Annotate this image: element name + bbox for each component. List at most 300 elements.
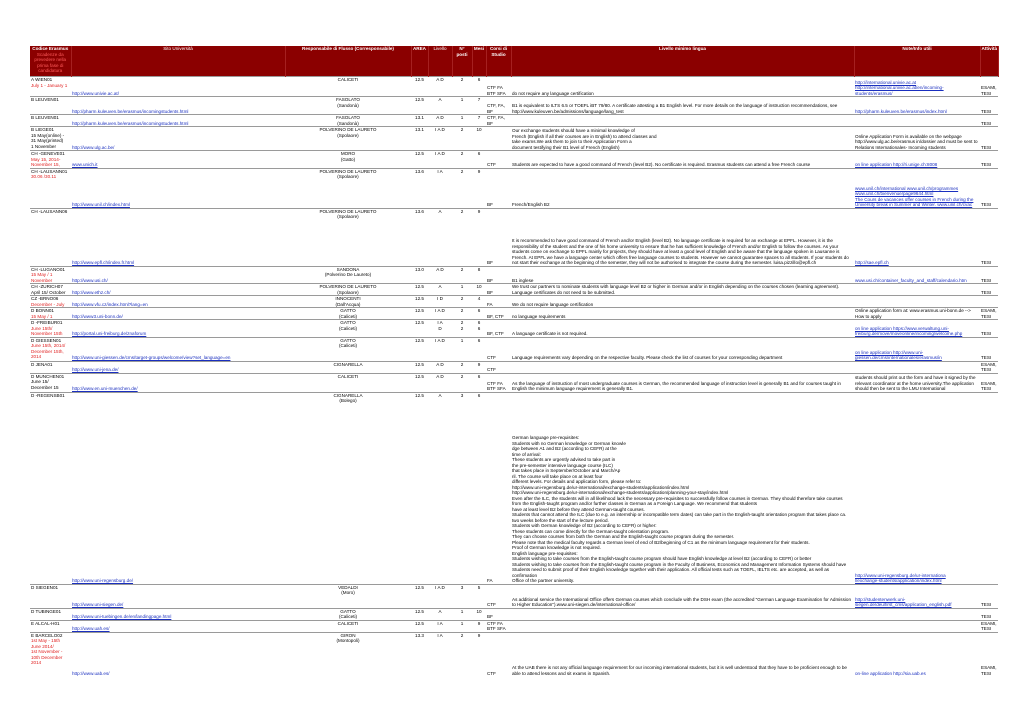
cell-livello: I A xyxy=(428,620,452,632)
cell-note xyxy=(854,620,980,632)
cell-attivita: TESI xyxy=(980,608,998,620)
cell-area: 12.5 xyxy=(411,284,428,296)
cell-codice xyxy=(30,151,71,169)
cell-area: 12.5 xyxy=(411,97,428,115)
codice-text: D SIEGEN01 xyxy=(31,584,59,590)
cell-responsabile: POLVERINO DE LAURETO (Spolaore) xyxy=(285,208,411,266)
cell-sito xyxy=(71,151,285,169)
note-text[interactable]: http://studentenwerk.uni-siegen.de/deu/first_cms/application_english.pdf xyxy=(855,596,952,607)
university-link[interactable]: http://www.uni-tuebingen.de/en/landingpage.html xyxy=(72,614,172,619)
cell-livello: A D xyxy=(428,77,452,97)
cell-lingua: Students are expected to have a good command of French (level B2). No certificate is required. Erasmus students can attend a free French course xyxy=(511,151,854,169)
cell-mesi: 9 xyxy=(472,168,486,208)
cell-responsabile: INNOCENTI (Dall'Acqua) xyxy=(285,296,411,308)
cell-posti: 2 xyxy=(452,266,472,284)
cell-area: 12.5 xyxy=(411,308,428,320)
cell-posti: 2 xyxy=(452,168,472,208)
codice-deadline: July 1 - January 1 xyxy=(31,82,68,88)
cell-codice xyxy=(30,266,71,284)
table-row xyxy=(30,77,998,97)
cell-mesi: 9 xyxy=(472,632,486,676)
cell-mesi: 9 xyxy=(472,208,486,266)
cell-sito xyxy=(71,392,285,584)
university-link[interactable]: http://portal.uni-freiburg.de/znaforum xyxy=(72,331,147,336)
cell-attivita: TESI xyxy=(980,127,998,151)
cell-responsabile: POLVERINO DE LAURETO (Spolaore) xyxy=(285,284,411,296)
university-link[interactable]: http://www.epfl.ch/index.fr.html xyxy=(72,260,135,265)
cell-responsabile: MORO (Gatto) xyxy=(285,151,411,169)
cell-sito xyxy=(71,584,285,608)
cell-lingua xyxy=(511,620,854,632)
erasmus-table xyxy=(30,46,999,676)
cell-area: 12.5 xyxy=(411,151,428,169)
erasmus-spreadsheet xyxy=(30,46,998,676)
cell-livello: I A D xyxy=(428,584,452,608)
cell-mesi: 6 xyxy=(472,151,486,169)
cell-codice xyxy=(30,392,71,584)
cell-attivita: TESI xyxy=(980,266,998,284)
cell-note xyxy=(854,308,980,320)
cell-codice xyxy=(30,97,71,115)
cell-attivita: TESI xyxy=(980,168,998,208)
cell-sito xyxy=(71,266,285,284)
cell-note xyxy=(854,284,980,296)
university-link[interactable]: http://pharm.kuleuven.be/erasmus/incomingstudents.html xyxy=(72,108,189,114)
note-text[interactable]: www.usi.ch/container_faculty_and_staff/calendario.htm xyxy=(855,277,967,283)
cell-area: 12.5 xyxy=(411,584,428,608)
codice-text: E BARCELO02 xyxy=(31,632,63,638)
university-link[interactable]: http://www.uab.es/ xyxy=(72,670,110,676)
cell-note xyxy=(854,373,980,392)
cell-corsi: CTF FA BTF SFA xyxy=(486,373,511,392)
cell-corsi: CTF xyxy=(486,584,511,608)
note-text[interactable]: http://pharm.kuleuven.be/erasmus/index.html xyxy=(855,108,947,114)
cell-sito xyxy=(71,308,285,320)
note-text[interactable]: on line application https://www.verwaltung.uni-freiburg.de/move/moveonline/incoming/welcome.php xyxy=(855,325,963,336)
codice-text: D MUNCHEN01 June 15/ December 15 xyxy=(31,373,65,390)
codice-text: D -REGENSB01 xyxy=(31,392,65,398)
cell-sito xyxy=(71,608,285,620)
university-link[interactable]: http://www.vfu.cz/index.html?lang=en xyxy=(72,301,148,307)
cell-posti: 2 xyxy=(452,208,472,266)
col-note: Note/Info utili xyxy=(854,46,980,77)
cell-mesi: 10 xyxy=(472,608,486,620)
cell-area: 12.5 xyxy=(411,392,428,584)
cell-livello: A xyxy=(428,392,452,584)
cell-mesi: 8 xyxy=(472,266,486,284)
cell-posti: 1 xyxy=(452,97,472,115)
cell-mesi: 9 xyxy=(472,620,486,632)
cell-codice xyxy=(30,168,71,208)
cell-note xyxy=(854,77,980,97)
cell-area: 13.3 xyxy=(411,632,428,676)
cell-attivita: TESI xyxy=(980,151,998,169)
cell-area: 12.5 xyxy=(411,608,428,620)
cell-lingua: B1 inglese xyxy=(511,266,854,284)
cell-sito xyxy=(71,361,285,373)
cell-sito xyxy=(71,77,285,97)
cell-corsi: BF xyxy=(486,208,511,266)
cell-note xyxy=(854,208,980,266)
table-row xyxy=(30,266,998,284)
cell-corsi: CTF, FA, BF xyxy=(486,115,511,127)
cell-note xyxy=(854,584,980,608)
cell-corsi: CTF FA BTF SFA xyxy=(486,620,511,632)
cell-livello: A D xyxy=(428,361,452,373)
cell-mesi: 7 xyxy=(472,97,486,115)
col-mesi: Mesi xyxy=(472,46,486,77)
col-area: AREA xyxy=(411,46,428,77)
cell-corsi: CTF xyxy=(486,632,511,676)
cell-responsabile: CALICETI xyxy=(285,620,411,632)
codice-text: CH -LAUSANN01 xyxy=(31,168,68,174)
codice-deadline: May 15, 2014- November 15, xyxy=(31,156,61,167)
cell-posti: 2 xyxy=(452,127,472,151)
cell-livello: A D xyxy=(428,266,452,284)
cell-sito xyxy=(71,208,285,266)
col-attivita: Attività xyxy=(980,46,998,77)
cell-lingua: At the UAB there is not any official language requirement for our incoming international students, but it is well understood that they have to be proficient enough to be able to attend lessons and sit exams in Spanish. xyxy=(511,632,854,676)
table-row xyxy=(30,151,998,169)
cell-corsi: BF xyxy=(486,608,511,620)
cell-codice xyxy=(30,320,71,338)
cell-corsi: CTF xyxy=(486,337,511,361)
university-link[interactable]: http://www.uni-regensburg.de/ xyxy=(72,578,134,583)
codice-text: D JENA01 xyxy=(31,361,53,367)
cell-sito xyxy=(71,620,285,632)
cell-note xyxy=(854,168,980,208)
cell-codice xyxy=(30,284,71,296)
cell-attivita: ESAMI, TESI xyxy=(981,620,997,631)
col-codice-label: Codice Erasmus xyxy=(32,46,69,51)
cell-livello: I A D xyxy=(428,127,452,151)
cell-note xyxy=(854,296,980,308)
cell-attivita: ESAMI, TESI xyxy=(980,632,998,676)
cell-note xyxy=(854,361,980,373)
cell-posti: 2 xyxy=(452,632,472,676)
cell-lingua: It is recommended to have good command of French and/or English (level B2). No language certificate is required for an exchange at EPFL. However, it is the responsibility of the student and the one of his home university to ensure that he has sufficient knowledge of French and/or English to follow the courses. As your students come on exchange to EPFL mainly for projects, they should have at least a good level of English and be aware that the language spoken in Lausanne is French. At EPFL we have a language center which offers free language courses to students. However we cannot guarantee spaces to all students. If your students do not start their exchange at the beginning of the semester, they will not be authorised to integrate the course during the semester. luisa.pizzillo@epfl.ch xyxy=(511,208,854,266)
note-text[interactable]: www.unil.ch/international www.unil.ch/programmes www.unil.ch/bienvenue/page9644.html The Cours de vacances offer courses in French during the University break in Summer and Winter. www.unil.ch/cvac xyxy=(855,185,974,207)
cell-area: 12.5 xyxy=(411,361,428,373)
table-row xyxy=(30,284,998,296)
cell-codice xyxy=(30,608,71,620)
cell-lingua: Language requirements vary depending on the respective faculty. Please check the list of courses for your corresponding department xyxy=(511,337,854,361)
codice-text: D BONN01 xyxy=(31,308,54,313)
cell-corsi: FA xyxy=(486,392,511,584)
cell-area: 13.0 xyxy=(411,266,428,284)
cell-note xyxy=(854,151,980,169)
note-text[interactable]: http://www.uni-regensburg.de/ur-internationa l/exchange-students/application/index.html xyxy=(855,572,946,583)
codice-text: B LIEGE01 15 May(online) - 31 May(printed) 1 November xyxy=(31,127,65,149)
cell-codice xyxy=(30,620,71,632)
cell-attivita xyxy=(980,296,998,308)
cell-area: 12.5 xyxy=(411,620,428,632)
cell-attivita: TESI xyxy=(980,115,998,127)
codice-text: CH -LUGANO01 xyxy=(31,266,65,272)
col-livello: Livello xyxy=(428,46,452,77)
cell-sito xyxy=(71,127,285,151)
cell-mesi: 6 xyxy=(472,373,486,392)
cell-lingua: We trust our partners to nominate students with language level B2 or higher in German and/or in English depending on the courses chosen (learning agreement). Language certificates do not need to be submitted. xyxy=(511,284,854,296)
university-link[interactable]: http://www.unil.ch/index.html xyxy=(72,202,130,207)
cell-sito xyxy=(71,296,285,308)
cell-livello: I A D xyxy=(428,308,452,320)
codice-deadline: June 15th, 2014/ December 15th, 2014 xyxy=(31,343,66,359)
cell-area: 13.6 xyxy=(411,168,428,208)
cell-lingua xyxy=(511,361,854,373)
cell-lingua xyxy=(511,115,854,127)
cell-posti: 3 xyxy=(452,392,472,584)
cell-livello: A D xyxy=(428,115,452,127)
cell-sito xyxy=(71,115,285,127)
cell-codice xyxy=(30,308,71,320)
cell-corsi: BF, CTF xyxy=(486,320,511,338)
cell-corsi: BF xyxy=(486,266,511,284)
cell-area: 13.1 xyxy=(411,127,428,151)
cell-note xyxy=(854,266,980,284)
cell-mesi: 6 xyxy=(472,308,486,320)
codice-text: D GIESSEN01 xyxy=(31,337,62,343)
cell-corsi: CTF FA BTF SFA xyxy=(486,77,511,97)
cell-lingua: German language pre-requisites: Students with no German knowledge or German knowle dge between A1 and B2 (according to CEFR) at the time of arrival: These students are urgently advised to take part in the pre-semester intensive language course (ILC) that takes place in September/October and March/Ap ril. The course will take place on at least four different levels. For details and application form, please refer to: http://www.uni-regensburg.de/ur-international/exchange-students/application/index.html http://www.uni-regensburg.de/ur-international/exchange-students/application/planning-your-stay/index.html Even after the ILC, the students will in all likelihood lack the necessary pre-requisites to successfully follow courses in German. They should therefore take courses from the English-taught program and/or further classes in German as a Foreign Language. We recommend that students have at least level B2 before they attend German-taught courses. Students that cannot attend the ILC (due to e.g. an internship or incompatible term dates) can take part in the English-taught orientation program that takes place ca. two weeks before the start of the lecture period. Students with German knowledge of B2 (according to CEFR) or higher: These students can come directly for the German-taught orientation program. They can choose courses from both the German and the English-taught course program during the semester. Please note that the medical faculty regards a German level of end of B2/beginning of C1 as the minimum language requirement for their students. Proof of German knowledge is not required. English language pre-requisites: Students wishing to take courses from the English-taught course program should have English knowledge at level B2 (according to CEFR) or better Students wishing to take courses from the English-taught course program in the Faculty of Business, Economics and Management Information Systems should have Students need to submit proof of their English knowledge together with their application. All official tests such as TOEFL, IELTS etc. are accepted, as well as confirmation Office of the partner university. xyxy=(511,392,854,584)
cell-area: 12.5 xyxy=(411,320,428,338)
cell-area: 12.5 xyxy=(411,337,428,361)
cell-codice xyxy=(30,632,71,676)
cell-note xyxy=(854,337,980,361)
cell-attivita: TESI xyxy=(980,97,998,115)
codice-text: A WIEN01 xyxy=(31,77,53,82)
table-row xyxy=(30,584,998,608)
cell-codice xyxy=(30,584,71,608)
cell-codice xyxy=(30,296,71,308)
university-link[interactable]: http://www.en.uni-muenchen.de/ xyxy=(72,386,138,391)
codice-deadline: 15 May / 1 November xyxy=(31,272,53,283)
note-text: Online application form at: www.erasmus.uni-bonn.de --> How to apply xyxy=(855,308,971,319)
table-row xyxy=(30,308,998,320)
cell-mesi: 6 xyxy=(472,392,486,584)
codice-text: B LEUVEN01 xyxy=(31,115,59,120)
university-link[interactable]: http://www3.uni-bonn.de/ xyxy=(72,313,123,319)
table-row xyxy=(30,320,998,338)
cell-note xyxy=(854,115,980,127)
cell-mesi: 10 xyxy=(472,284,486,296)
cell-mesi: 10 xyxy=(472,127,486,151)
cell-lingua: As the language of instruction of most undergraduate courses is German, the recommended language of instruction level is generally B1 and for courses taught in English the minimum language requirement is generally B1. xyxy=(511,373,854,392)
col-lingua: Livello minimo lingua xyxy=(511,46,854,77)
cell-livello: I A D xyxy=(428,320,452,338)
cell-sito xyxy=(71,284,285,296)
cell-codice xyxy=(30,208,71,266)
cell-mesi: 9 xyxy=(472,361,486,373)
cell-sito xyxy=(71,373,285,392)
table-row xyxy=(30,337,998,361)
col-responsabile: Responsabile di Flusso (Corresponsabile) xyxy=(285,46,411,77)
cell-responsabile: POLVERINO DE LAURETO (Spolaore) xyxy=(285,127,411,151)
cell-note xyxy=(854,97,980,115)
cell-posti: 2 xyxy=(452,361,472,373)
codice-text: E ALCAL-H01 xyxy=(31,620,60,626)
cell-posti: 1 xyxy=(452,337,472,361)
cell-posti: 2 xyxy=(452,373,472,392)
cell-lingua: do not require any language certification xyxy=(511,77,854,97)
note-text[interactable]: on line application http://www.uni-giessen.de/cms/internationales/erasmus/in xyxy=(855,349,942,360)
cell-sito xyxy=(71,337,285,361)
cell-area: 12.5 xyxy=(411,77,428,97)
cell-livello: A xyxy=(428,97,452,115)
cell-codice xyxy=(30,337,71,361)
cell-responsabile: CALICETI xyxy=(285,77,411,97)
university-link[interactable]: http://www.uni-giessen.de/cms/target-groups/welcome/view?set_language=en xyxy=(72,355,231,360)
cell-responsabile: GIRON (Montopoli) xyxy=(285,632,411,676)
cell-mesi: 6 xyxy=(472,77,486,97)
cell-corsi: CTF xyxy=(486,151,511,169)
col-codice xyxy=(30,46,71,77)
cell-attivita: TESI xyxy=(980,337,998,361)
cell-responsabile: FASOLATO (Sandonà) xyxy=(285,115,411,127)
table-row xyxy=(30,296,998,308)
cell-attivita: TESI xyxy=(980,208,998,266)
cell-area: 12.5 xyxy=(411,373,428,392)
table-row xyxy=(30,608,998,620)
codice-deadline: 1st May - 15th June 2014/ 1st November - 10th December 2014 xyxy=(31,638,63,665)
cell-mesi: 5 xyxy=(472,584,486,608)
col-posti: N° posti xyxy=(452,46,472,77)
col-codice-note: Scadenze da prevedere nella prima fase di candidatura xyxy=(34,51,67,73)
cell-codice xyxy=(30,77,71,97)
cell-attivita xyxy=(980,392,998,584)
cell-mesi: 6 6 xyxy=(472,320,486,338)
table-row xyxy=(30,632,998,676)
cell-livello: I D xyxy=(428,296,452,308)
university-link[interactable]: http://www.ethz.ch/ xyxy=(72,289,111,295)
col-sito: Sito Università xyxy=(71,46,285,77)
cell-corsi: CTF xyxy=(486,361,511,373)
cell-area: 12.5 xyxy=(411,296,428,308)
cell-corsi: BF xyxy=(486,284,511,296)
cell-posti: 2 xyxy=(452,296,472,308)
cell-attivita: ESAMI, TESI xyxy=(980,373,998,392)
cell-lingua xyxy=(511,608,854,620)
cell-lingua: no language requirements xyxy=(511,308,854,320)
university-link[interactable]: http://pharm.kuleuven.be/erasmus/incomingstudents.html xyxy=(72,120,189,126)
cell-livello: I A xyxy=(428,632,452,676)
table-row xyxy=(30,373,998,392)
university-link[interactable]: www.unich.it xyxy=(72,162,98,167)
cell-attivita: TESI xyxy=(980,320,998,338)
table-header xyxy=(30,46,998,77)
codice-text: CH -LAUSANN06 xyxy=(31,208,68,214)
cell-posti: 1 xyxy=(452,115,472,127)
cell-responsabile: GATTO (Caliceti) xyxy=(285,320,411,338)
cell-livello: A xyxy=(428,208,452,266)
cell-responsabile: CIGNARELLA (Bolego) xyxy=(285,392,411,584)
cell-codice xyxy=(30,115,71,127)
table-row xyxy=(30,208,998,266)
cell-responsabile: CIGNARELLA xyxy=(285,361,411,373)
university-link[interactable]: http://www.usi.ch/ xyxy=(72,277,108,283)
cell-posti: 2 xyxy=(452,151,472,169)
cell-livello: A xyxy=(428,284,452,296)
table-row xyxy=(30,97,998,115)
university-link[interactable]: http://www.uah.es/ xyxy=(72,626,110,631)
cell-mesi: 7 xyxy=(472,115,486,127)
university-link[interactable]: http://www.uni-jena.de/ xyxy=(72,367,119,372)
cell-responsabile: GATTO (Caliceti) xyxy=(285,308,411,320)
cell-note xyxy=(854,608,980,620)
cell-attivita: TESI xyxy=(980,584,998,608)
note-text: students should print out the form and have it signed by the relevant coordinator at the home university.The application should then be sent to the LMU International xyxy=(855,375,976,391)
codice-text: CH -ZURICH07 April 15/ October xyxy=(31,284,66,295)
cell-responsabile: GATTO (Caliceti) xyxy=(285,337,411,361)
note-text[interactable]: http://sae.epfl.ch xyxy=(855,260,889,265)
codice-text: D TUBINGE01 xyxy=(31,608,62,614)
cell-lingua: We do not require language certification xyxy=(511,296,854,308)
cell-responsabile: VEDALDI (Moro) xyxy=(285,584,411,608)
cell-note xyxy=(854,632,980,676)
cell-corsi: CTF, FA, BF xyxy=(486,97,511,115)
codice-text: B LEUVEN01 xyxy=(31,97,59,102)
cell-mesi: 6 xyxy=(472,337,486,361)
cell-sito xyxy=(71,168,285,208)
table-row xyxy=(30,127,998,151)
table-row xyxy=(30,168,998,208)
university-link[interactable]: http://www.ulg.ac.be/ xyxy=(72,144,115,150)
cell-posti: 1 xyxy=(452,284,472,296)
cell-corsi xyxy=(486,127,511,151)
cell-attivita: ESAMI, TESI xyxy=(981,308,997,319)
table-row xyxy=(30,392,998,584)
codice-text: CH -GENEVE01 xyxy=(31,151,65,156)
cell-responsabile: GATTO (Caliceti) xyxy=(285,608,411,620)
cell-livello: I A xyxy=(428,168,452,208)
cell-note xyxy=(854,392,980,584)
cell-lingua: A language certificate is not required. xyxy=(511,320,854,338)
cell-sito xyxy=(71,632,285,676)
cell-corsi: FA xyxy=(486,296,511,308)
codice-deadline: June 15th/ November 15th xyxy=(31,325,63,336)
university-link[interactable]: http://www.uni-siegen.de/ xyxy=(72,602,124,607)
note-text[interactable]: on line application http://ri.unige.ch:8008 xyxy=(855,162,938,167)
cell-livello: I A D xyxy=(428,337,452,361)
col-corsi: Corsi di Studio xyxy=(486,46,511,77)
cell-sito xyxy=(71,320,285,338)
university-link[interactable]: http://www.univie.ac.at/ xyxy=(72,90,119,96)
cell-codice xyxy=(30,361,71,373)
cell-posti: 1 xyxy=(452,620,472,632)
table-row xyxy=(30,620,998,632)
cell-lingua: French/English B2 xyxy=(511,168,854,208)
cell-posti: 3 xyxy=(452,584,472,608)
cell-area: 13.1 xyxy=(411,115,428,127)
note-text[interactable]: on-line application http://sia.uab.es xyxy=(855,670,926,676)
note-text[interactable]: http://international.univie.ac.at http://international.univie.ac.at/en/incoming-students/erasmus/ xyxy=(855,79,944,96)
cell-responsabile: CALICETI xyxy=(285,373,411,392)
codice-deadline: 15 May / 1 xyxy=(31,313,53,319)
cell-corsi: BF xyxy=(486,168,511,208)
cell-codice xyxy=(30,127,71,151)
cell-corsi: BF, CTF xyxy=(486,308,511,320)
table-row xyxy=(30,361,998,373)
codice-deadline: 30.06 /30.11 xyxy=(31,174,57,179)
cell-area: 13.6 xyxy=(411,208,428,266)
cell-livello: I A D xyxy=(428,151,452,169)
cell-note xyxy=(854,127,980,151)
codice-text: D -FREIBUR01 xyxy=(31,320,63,325)
codice-deadline: December - July xyxy=(31,301,65,307)
cell-responsabile: SANDONA (Polverino De Laureto) xyxy=(285,266,411,284)
cell-livello: A D xyxy=(428,373,452,392)
note-text: Online Application Form is available on the webpage http://www.ulg.ac.be/erasmus in/dossier and must be sent to Relations Internationales- Incoming students xyxy=(855,133,978,150)
